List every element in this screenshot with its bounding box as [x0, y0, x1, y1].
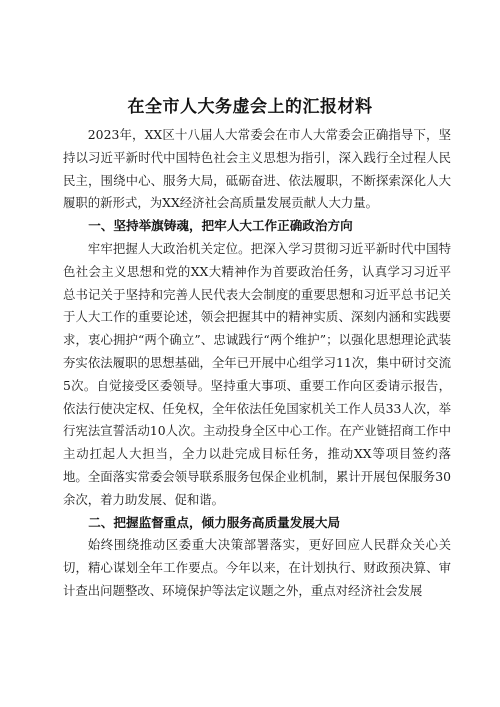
- section-2-paragraph: 始终围绕推动区委重大决策部署落实，更好回应人民群众关心关切，精心谋划全年工作要点。今年以来，在计划执行、财政预决算、审计查出问题整改、环境保护等法定议题之外，重点对经济社会发展: [63, 537, 451, 598]
- document-body: [63, 124, 451, 603]
- section-1-heading: 一、坚持举旗铸魂，把牢人大工作正确政治方向: [88, 218, 353, 234]
- intro-paragraph: 2023年，XX区十八届人大常委会在市人大常委会正确指导下，坚持以习近平新时代中国特色社会主义思想为指引，深入践行全过程人民民主，围绕中心、服务大局，砥砺奋进、依法履职，不断探索深化人大履职的新形式，为XX经济社会高质量发展贡献人大力量。: [63, 127, 451, 211]
- section-2-heading: 二、把握监督重点，倾力服务高质量发展大局: [88, 514, 341, 530]
- section-1-paragraph: 牢牢把握人大政治机关定位。把深入学习贯彻习近平新时代中国特色社会主义思想和党的XX大精神作为首要政治任务，认真学习习近平总书记关于坚持和完善人民代表大会制度的重要思想和习近平总书记关于人大工作的重要论述，领会把握其中的精神实质、深刻内涵和实践要求，衷心拥护“两个确立”、忠诚践行“两个维护”；以强化思想理论武装夯实依法履职的思想基础，全年已开展中心组学习11次，集中研讨交流5次。自觉接受区委领导。坚持重大事项、重要工作向区委请示报告，依法行使决定权、任免权，全年依法任免国家机关工作人员33人次，举行宪法宣誓活动10人次。主动投身全区中心工作。在产业链招商工作中主动扛起人大担当，全力以赴完成目标任务，推动XX等项目签约落地。全面落实常委会领导联系服务包保企业机制，累计开展包保服务30余次，着力助发展、促和谐。: [63, 240, 451, 507]
- document-title: 在全市人大务虚会上的汇报材料: [127, 97, 373, 117]
